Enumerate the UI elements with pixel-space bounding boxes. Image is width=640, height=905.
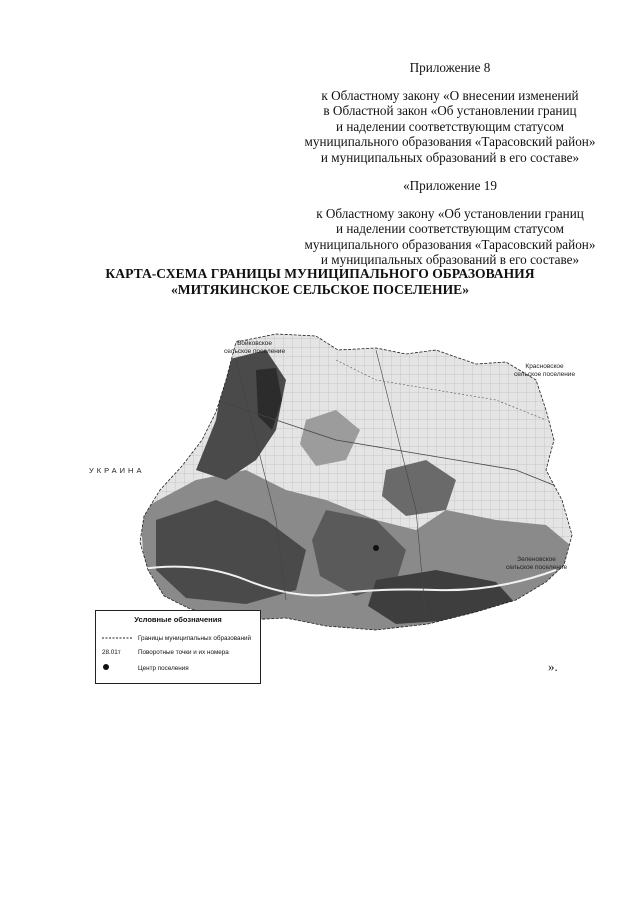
neighbor-label-line: Красновское (525, 363, 564, 370)
annex-8-line: и муниципальных образований в его составе» (320, 149, 580, 165)
neighbor-label-southeast (506, 556, 567, 572)
annex-8-line: в Областной закон «Об установлении границ (323, 103, 577, 119)
neighbor-label-line: сельское поселение (506, 564, 568, 571)
annex-8-heading: Приложение 8 (409, 60, 491, 75)
neighbor-label-line: Войковское (237, 340, 272, 347)
annex-19-line: муниципального образования «Тарасовский район» (304, 236, 596, 252)
annex-19-line: и муниципальных образований в его составе» (320, 252, 580, 268)
ukraine-label: УКРАИНА (89, 466, 145, 475)
legend-row-boundary (102, 635, 251, 642)
legend-title: Условные обозначения (134, 615, 222, 624)
legend-row-center (102, 663, 189, 673)
annex-19-line: и наделении соответствующим статусом (336, 221, 564, 237)
legend-label: Центр поселения (138, 664, 189, 672)
turning-point-sample: 28.01т (102, 649, 121, 656)
neighbor-label-line: сельское поселение (224, 348, 286, 355)
annex-19-line: к Областному закону «Об установлении границ (316, 205, 584, 221)
annex-8-line: к Областному закону «О внесении изменений (321, 87, 579, 103)
annex-8-line: и наделении соответствующим статусом (336, 118, 564, 134)
neighbor-label-line: Зеленовское (517, 556, 556, 563)
annex-19-heading: «Приложение 19 (403, 178, 497, 193)
neighbor-label-line: сельское поселение (514, 371, 576, 378)
legend-row-points (102, 649, 229, 656)
legend-label: Границы муниципальных образований (138, 635, 252, 642)
map-title (80, 266, 560, 298)
closing-quote-mark: ». (548, 659, 558, 674)
dashed-line-icon (102, 635, 138, 642)
neighbor-label-northwest (224, 340, 285, 356)
settlement-center-marker (373, 545, 379, 551)
legend-label: Поворотные точки и их номера (138, 649, 229, 656)
dot-icon (102, 663, 138, 673)
map-title-line-2: «МИТЯКИНСКОЕ СЕЛЬСКОЕ ПОСЕЛЕНИЕ» (170, 282, 470, 297)
neighbor-label-northeast (514, 363, 575, 379)
annex-19-block (300, 178, 600, 268)
map-title-line-1: КАРТА-СХЕМА ГРАНИЦЫ МУНИЦИПАЛЬНОГО ОБРАЗОВАНИЯ (105, 266, 535, 281)
map-legend (95, 610, 261, 684)
annex-8-block (300, 60, 600, 166)
annex-8-line: муниципального образования «Тарасовский район» (304, 134, 596, 150)
